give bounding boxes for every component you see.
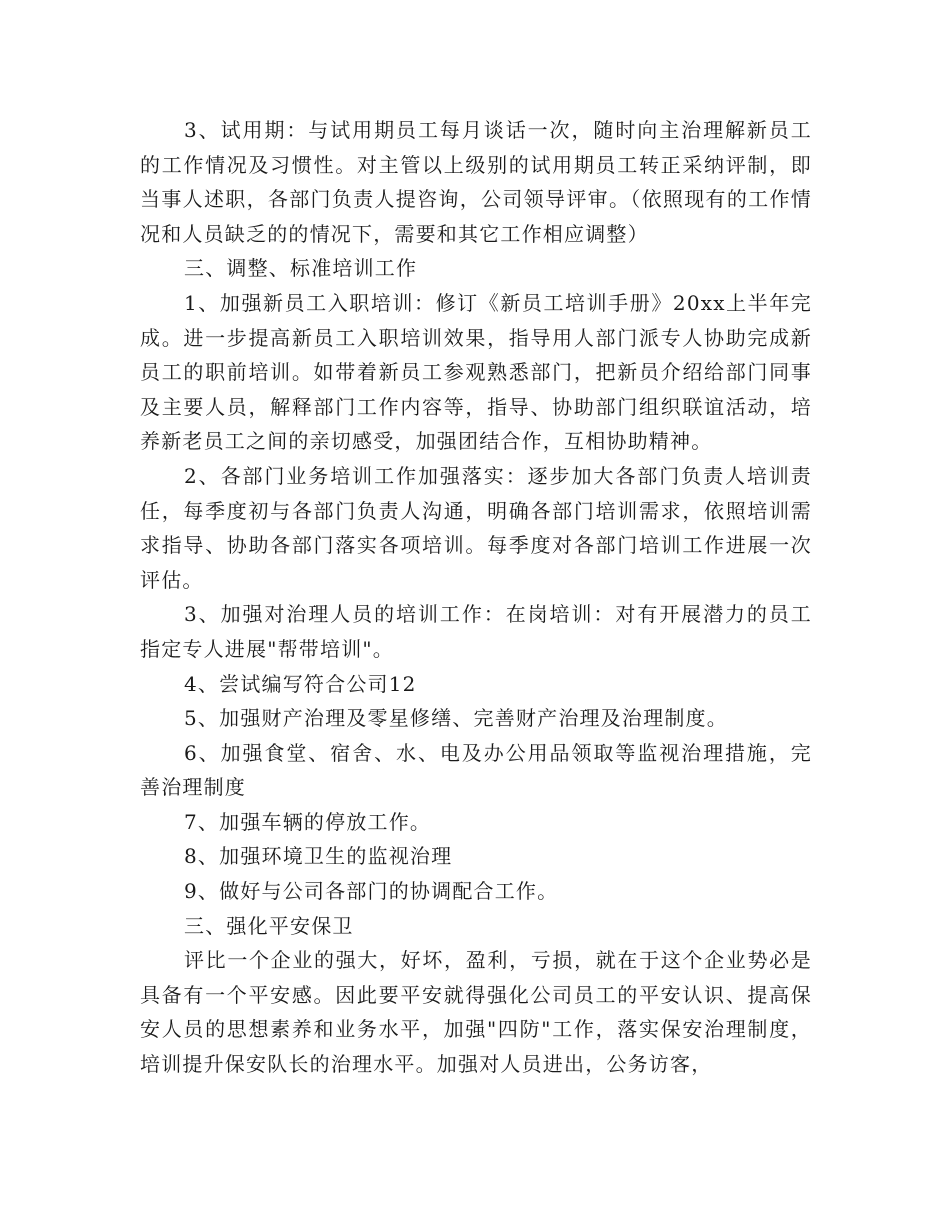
paragraph-probation: 3、试用期：与试用期员工每月谈话一次，随时向主治理解新员工的工作情况及习惯性。对主管以上级别的试用期员工转正采纳评制，即当事人述职，各部门负责人提咨询，公司领导评审。（依照现有的工作情况和人员缺乏的的情况下，需要和其它工作相应调整） [140,118,812,246]
heading-security: 三、强化平安保卫 [184,913,354,938]
paragraph-item-6: 6、加强食堂、宿舍、水、电及办公用品领取等监视治理措施，完善治理制度 [140,740,812,800]
paragraph-department-training: 2、各部门业务培训工作加强落实：逐步加大各部门负责人培训责任，每季度初与各部门负责人沟通，明确各部门培训需求，依照培训需求指导、协助各部门落实各项培训。每季度对各部门培训工作进展一次评估。 [140,463,812,592]
paragraph-item-8: 8、加强环境卫生的监视治理 [184,844,453,869]
paragraph-item-5: 5、加强财产治理及零星修缮、完善财产治理及治理制度。 [184,706,728,731]
paragraph-item-4: 4、尝试编写符合公司12 [184,671,417,696]
paragraph-security: 评比一个企业的强大，好坏，盈利，亏损，就在于这个企业势必是具备有一个平安感。因此要平安就得强化公司员工的平安认识、提高保安人员的思想素养和业务水平，加强"四防"工作，落实保安治理制度，培训提升保安队长的治理水平。加强对人员进出，公务访客， [140,948,812,1077]
paragraph-new-employee-training: 1、加强新员工入职培训：修订《新员工培训手册》20xx上半年完成。进一步提高新员工入职培训效果，指导用人部门派专人协助完成新员工的职前培训。如带着新员工参观熟悉部门，把新员介绍给部门同事及主要人员，解释部门工作内容等，指导、协助部门组织联谊活动，培养新老员工之间的亲切感受，加强团结合作，互相协助精神。 [140,290,812,454]
paragraph-item-9: 9、做好与公司各部门的协调配合工作。 [184,879,559,904]
heading-training: 三、调整、标准培训工作 [184,256,418,281]
paragraph-item-7: 7、加强车辆的停放工作。 [184,809,432,834]
paragraph-manager-training: 3、加强对治理人员的培训工作：在岗培训：对有开展潜力的员工指定专人进展"帮带培训"。 [140,602,812,661]
document-body [140,113,812,1082]
